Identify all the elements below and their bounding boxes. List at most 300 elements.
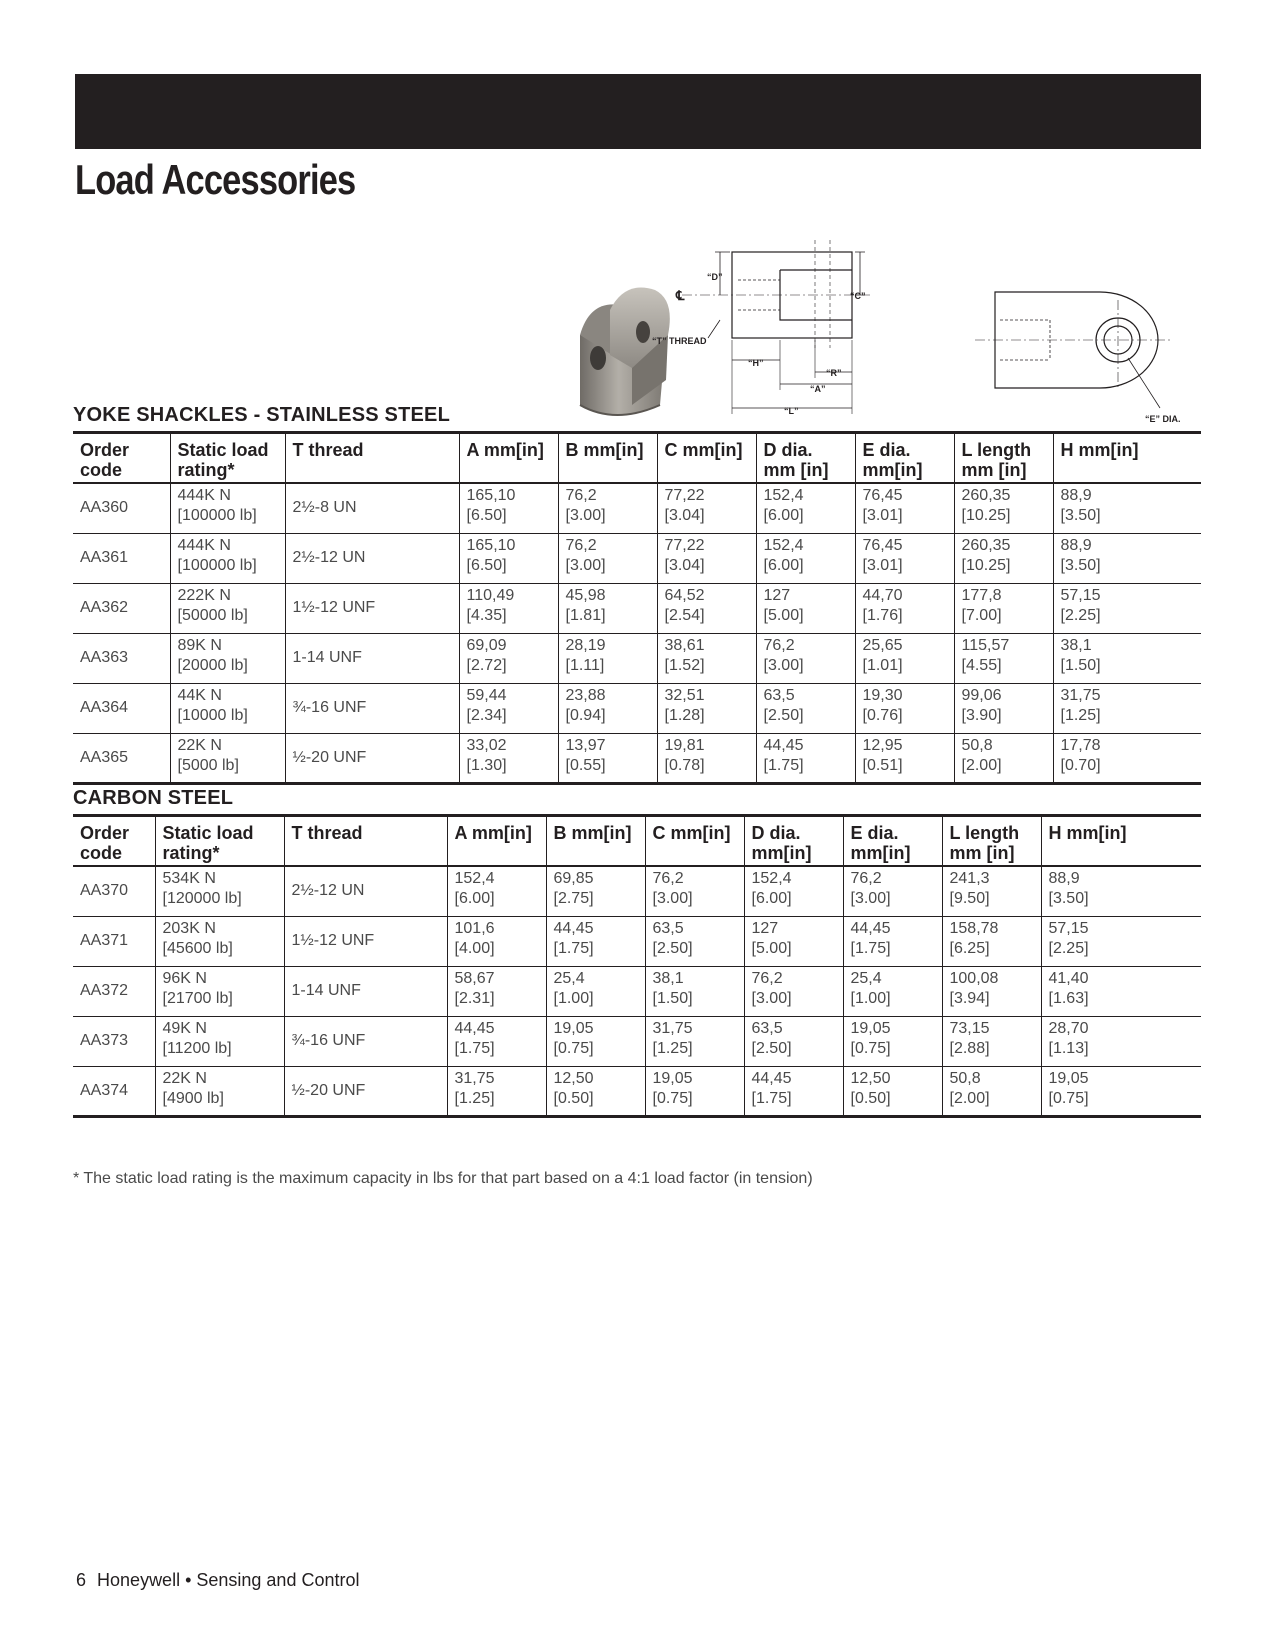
dimension-d-line: 44,45	[751, 1069, 792, 1087]
dimension-b-cell	[558, 683, 657, 733]
dimension-a-line: 31,75	[454, 1069, 495, 1087]
dimension-a-line: 110,49	[466, 586, 515, 604]
dimension-c-cell	[657, 683, 756, 733]
dimension-h-line: 28,70	[1048, 1019, 1089, 1037]
dimension-c-line: 38,1	[652, 969, 684, 987]
dimension-c-line: 32,51	[664, 686, 705, 704]
dimension-b-cell	[558, 533, 657, 583]
dimension-d-cell	[744, 916, 843, 966]
dimension-a-line: [6.00]	[454, 890, 495, 907]
end-view-drawing	[975, 292, 1170, 408]
dimension-d-cell	[756, 683, 855, 733]
load-rating-cell	[170, 583, 285, 633]
load-rating-line: [45600 lb]	[162, 939, 233, 957]
dimension-c-line: [1.50]	[652, 989, 693, 1007]
dimension-c-line: 76,2	[652, 870, 684, 887]
column-header	[284, 816, 447, 867]
dimension-e-cell	[843, 866, 942, 916]
load-rating-cell	[170, 483, 285, 533]
load-rating-line: [100000 lb]	[177, 556, 257, 574]
dimension-d-line: 76,2	[763, 636, 795, 654]
dimension-d-line: 127	[763, 586, 791, 604]
dimension-c-cell	[645, 916, 744, 966]
load-rating-cell	[170, 533, 285, 583]
load-rating-cell	[170, 683, 285, 733]
column-header-line: T thread	[291, 823, 363, 843]
dimension-e-cell	[855, 533, 954, 583]
dimension-l-line: 50,8	[961, 736, 993, 754]
dimension-e-cell	[855, 483, 954, 533]
column-header	[546, 816, 645, 867]
column-header	[285, 433, 459, 484]
thread-cell: 1½-12 UNF	[285, 583, 459, 633]
dimension-b-cell	[558, 733, 657, 783]
dimension-d-line: [1.75]	[751, 1089, 792, 1107]
dimension-d-cell	[744, 1016, 843, 1066]
dimension-c-cell	[657, 483, 756, 533]
yoke-table-title: YOKE SHACKLES - STAINLESS STEEL	[73, 404, 450, 426]
dimension-b-cell	[558, 483, 657, 533]
dimension-a-cell	[459, 733, 558, 783]
dimension-a-cell	[447, 1016, 546, 1066]
dimension-b-line: [1.81]	[565, 606, 606, 624]
footer-text: Honeywell • Sensing and Control	[97, 1570, 360, 1590]
load-rating-line: [11200 lb]	[162, 1039, 232, 1057]
dimension-a-line: [1.75]	[454, 1039, 495, 1057]
column-header-line: E dia.	[850, 823, 899, 843]
dimension-b-line: 23,88	[565, 686, 606, 704]
dimension-c-cell	[657, 583, 756, 633]
dimension-h-cell	[1053, 583, 1201, 633]
table-row	[73, 1066, 1201, 1116]
column-header-line: code	[80, 843, 123, 863]
order-code-cell: AA371	[73, 916, 155, 966]
column-header-line: H mm[in]	[1060, 440, 1139, 460]
dimension-b-line: [0.94]	[565, 706, 606, 724]
column-header-line: mm [in]	[949, 843, 1015, 863]
dimension-e-cell	[855, 733, 954, 783]
dimension-l-line: 100,08	[949, 969, 999, 987]
dimension-d-line: [2.50]	[763, 706, 804, 724]
column-header-line: B mm[in]	[553, 823, 632, 843]
dimension-l-line: 241,3	[949, 870, 990, 887]
column-header-line: L length	[961, 440, 1032, 460]
dimension-c-line: [3.04]	[664, 556, 705, 574]
dimension-a-line: [2.34]	[466, 706, 507, 724]
column-header	[657, 433, 756, 484]
dimension-d-cell	[756, 733, 855, 783]
dimension-e-line: [1.76]	[862, 606, 903, 624]
column-header	[954, 433, 1053, 484]
dimension-e-line: 25,65	[862, 636, 903, 654]
dimension-d-cell	[756, 533, 855, 583]
load-rating-line: [20000 lb]	[177, 656, 248, 674]
table-row	[73, 733, 1201, 783]
dimension-e-line: 44,45	[850, 919, 891, 937]
dimension-c-cell	[657, 533, 756, 583]
dimension-h-cell	[1041, 866, 1201, 916]
load-rating-line: [4900 lb]	[162, 1089, 224, 1107]
dimension-h-line: [0.70]	[1060, 756, 1101, 774]
label-h: “H”	[748, 358, 764, 368]
dimension-e-line: [0.51]	[862, 756, 903, 774]
dimension-b-cell	[546, 916, 645, 966]
column-header-line: rating*	[177, 460, 235, 480]
dimension-e-line: 76,45	[862, 536, 903, 554]
load-rating-cell	[155, 1016, 284, 1066]
load-rating-line: 44K N	[177, 686, 222, 704]
dimension-e-line: [1.01]	[862, 656, 903, 674]
dimension-h-line: 88,9	[1048, 870, 1080, 887]
table-row	[73, 683, 1201, 733]
column-header-line: H mm[in]	[1048, 823, 1127, 843]
dimension-e-line: [3.00]	[850, 890, 891, 907]
dimension-h-line: [1.50]	[1060, 656, 1101, 674]
dimension-c-line: 63,5	[652, 919, 684, 937]
dimension-b-cell	[558, 583, 657, 633]
dimension-e-line: [0.75]	[850, 1039, 891, 1057]
table-row	[73, 633, 1201, 683]
load-rating-line: 534K N	[162, 870, 216, 887]
dimension-e-cell	[843, 966, 942, 1016]
dimension-l-line: [2.00]	[961, 756, 1002, 774]
dimension-c-line: 19,81	[664, 736, 705, 754]
carbon-steel-table	[73, 814, 1201, 1118]
dimension-d-line: [6.00]	[763, 507, 804, 524]
dimension-c-cell	[645, 966, 744, 1016]
dimension-a-line: 165,10	[466, 536, 516, 554]
column-header	[1053, 433, 1201, 484]
thread-cell: 1-14 UNF	[284, 966, 447, 1016]
order-code-cell: AA374	[73, 1066, 155, 1116]
column-header	[155, 816, 284, 867]
dimension-h-line: [3.50]	[1060, 556, 1101, 574]
dimension-a-cell	[447, 866, 546, 916]
load-rating-line: 203K N	[162, 919, 216, 937]
dimension-h-line: [0.75]	[1048, 1089, 1089, 1107]
dimension-h-cell	[1053, 683, 1201, 733]
column-header	[73, 433, 170, 484]
load-rating-cell	[155, 866, 284, 916]
column-header-line: Order	[80, 823, 130, 843]
dimension-d-line: 152,4	[751, 870, 792, 887]
dimension-c-line: 77,22	[664, 487, 705, 504]
dimension-c-line: [2.50]	[652, 939, 693, 957]
dimension-d-line: 44,45	[763, 736, 804, 754]
dimension-l-line: [7.00]	[961, 606, 1002, 624]
dimension-a-line: [6.50]	[466, 507, 507, 524]
column-header	[1041, 816, 1201, 867]
dimension-a-line: [2.72]	[466, 656, 507, 674]
dimension-a-cell	[459, 583, 558, 633]
dimension-l-line: 260,35	[961, 536, 1011, 554]
dimension-h-cell	[1041, 916, 1201, 966]
dimension-a-line: 152,4	[454, 870, 495, 887]
footnote: * The static load rating is the maximum capacity in lbs for that part based on a 4:1 load factor (in tension)	[73, 1170, 813, 1187]
dimension-h-line: [1.63]	[1048, 989, 1089, 1007]
column-header	[170, 433, 285, 484]
order-code-cell: AA372	[73, 966, 155, 1016]
column-header-line: Static load	[177, 440, 269, 460]
dimension-a-line: 69,09	[466, 636, 507, 654]
dimension-l-cell	[954, 533, 1053, 583]
dimension-e-line: [3.01]	[862, 556, 903, 574]
dimension-b-line: [3.00]	[565, 556, 606, 574]
column-header-line: rating*	[162, 843, 220, 863]
thread-cell: 2½-8 UN	[285, 483, 459, 533]
dimension-l-line: 50,8	[949, 1069, 981, 1087]
label-a: “A”	[810, 384, 826, 394]
column-header	[744, 816, 843, 867]
dimension-h-line: [1.13]	[1048, 1039, 1089, 1057]
dimension-c-line: [1.52]	[664, 656, 705, 674]
column-header	[459, 433, 558, 484]
column-header-line: A mm[in]	[454, 823, 532, 843]
order-code-cell: AA364	[73, 683, 170, 733]
column-header-line: mm[in]	[751, 843, 812, 863]
dimension-e-line: 76,45	[862, 487, 903, 504]
column-header	[843, 816, 942, 867]
thread-cell: ½-20 UNF	[285, 733, 459, 783]
page-number: 6	[76, 1570, 87, 1590]
load-rating-line: 89K N	[177, 636, 222, 654]
dimension-h-line: 38,1	[1060, 636, 1092, 654]
dimension-b-line: 76,2	[565, 487, 597, 504]
column-header-line: mm[in]	[862, 460, 923, 480]
load-rating-line: 96K N	[162, 969, 207, 987]
dimension-h-cell	[1053, 533, 1201, 583]
column-header-line: T thread	[292, 440, 364, 460]
dimension-h-line: 41,40	[1048, 969, 1089, 987]
dimension-c-line: 38,61	[664, 636, 705, 654]
dimension-d-line: 152,4	[763, 536, 804, 554]
dimension-a-line: 165,10	[466, 487, 516, 504]
dimension-d-line: 63,5	[751, 1019, 783, 1037]
thread-cell: ¾-16 UNF	[284, 1016, 447, 1066]
dimension-d-line: [2.50]	[751, 1039, 792, 1057]
column-header-line: A mm[in]	[466, 440, 544, 460]
yoke-shackle-figures	[570, 240, 1210, 440]
page-title: Load Accessories	[75, 156, 356, 203]
dimension-b-line: [0.50]	[553, 1089, 594, 1107]
load-rating-line: [50000 lb]	[177, 606, 248, 624]
table-row	[73, 866, 1201, 916]
dimension-h-line: [3.50]	[1060, 507, 1101, 524]
dimension-e-line: [1.00]	[850, 989, 891, 1007]
load-rating-line: 444K N	[177, 536, 231, 554]
dimension-d-cell	[756, 483, 855, 533]
load-rating-cell	[155, 966, 284, 1016]
dimension-l-line: [2.00]	[949, 1089, 990, 1107]
dimension-e-line: 19,05	[850, 1019, 891, 1037]
dimension-d-cell	[756, 633, 855, 683]
label-l: “L”	[784, 406, 799, 416]
label-r: “R”	[826, 368, 842, 378]
dimension-d-line: 152,4	[763, 487, 804, 504]
order-code-cell: AA365	[73, 733, 170, 783]
load-rating-line: 22K N	[177, 736, 222, 754]
dimension-c-cell	[645, 866, 744, 916]
dimension-e-line: 19,30	[862, 686, 903, 704]
dimension-e-line: 25,4	[850, 969, 882, 987]
dimension-c-line: 19,05	[652, 1069, 693, 1087]
column-header	[558, 433, 657, 484]
table-row	[73, 966, 1201, 1016]
dimension-h-line: 31,75	[1060, 686, 1101, 704]
load-rating-cell	[155, 916, 284, 966]
dimension-e-cell	[855, 583, 954, 633]
dimension-d-line: [1.75]	[763, 756, 804, 774]
dimension-h-line: [2.25]	[1048, 939, 1089, 957]
dimension-c-line: [0.78]	[664, 756, 705, 774]
dimension-c-line: [3.04]	[664, 507, 705, 524]
dimension-a-cell	[459, 483, 558, 533]
dimension-l-line: [10.25]	[961, 507, 1011, 524]
dimension-l-cell	[954, 483, 1053, 533]
column-header	[942, 816, 1041, 867]
dimension-e-line: [1.75]	[850, 939, 891, 957]
dimension-b-line: [1.11]	[565, 656, 605, 674]
load-rating-line: [21700 lb]	[162, 989, 233, 1007]
thread-cell: ½-20 UNF	[284, 1066, 447, 1116]
dimension-a-cell	[447, 966, 546, 1016]
dimension-a-line: 59,44	[466, 686, 507, 704]
thread-cell: 1-14 UNF	[285, 633, 459, 683]
column-header-line: C mm[in]	[652, 823, 731, 843]
order-code-cell: AA362	[73, 583, 170, 633]
dimension-b-line: 44,45	[553, 919, 594, 937]
dimension-b-line: 19,05	[553, 1019, 594, 1037]
dimension-b-line: 25,4	[553, 969, 585, 987]
dimension-d-cell	[756, 583, 855, 633]
table-row	[73, 483, 1201, 533]
label-centerline: ℄	[676, 288, 685, 303]
dimension-b-cell	[558, 633, 657, 683]
dimension-c-cell	[657, 633, 756, 683]
dimension-a-cell	[459, 633, 558, 683]
dimension-h-cell	[1053, 633, 1201, 683]
dimension-l-cell	[954, 733, 1053, 783]
column-header-line: code	[80, 460, 123, 480]
dimension-d-line: [5.00]	[763, 606, 804, 624]
dimension-h-cell	[1053, 733, 1201, 783]
label-d: “D”	[707, 272, 723, 282]
dimension-l-line: [10.25]	[961, 556, 1011, 574]
order-code-cell: AA360	[73, 483, 170, 533]
dimension-b-line: 28,19	[565, 636, 606, 654]
dimension-c-cell	[645, 1016, 744, 1066]
dimension-e-cell	[855, 633, 954, 683]
dimension-b-line: 45,98	[565, 586, 606, 604]
dimension-h-line: 57,15	[1048, 919, 1089, 937]
dimension-h-line: 88,9	[1060, 487, 1092, 504]
dimension-e-line: 12,50	[850, 1069, 891, 1087]
dimension-h-cell	[1041, 966, 1201, 1016]
dimension-a-line: 101,6	[454, 919, 495, 937]
dimension-a-line: 33,02	[466, 736, 507, 754]
dimension-d-line: 127	[751, 919, 779, 937]
dimension-l-line: 99,06	[961, 686, 1002, 704]
load-rating-line: [120000 lb]	[162, 890, 242, 907]
dimension-h-cell	[1041, 1066, 1201, 1116]
dimension-l-cell	[954, 683, 1053, 733]
dimension-e-line: 12,95	[862, 736, 903, 754]
dimension-e-cell	[843, 1066, 942, 1116]
dimension-e-line: 44,70	[862, 586, 903, 604]
dimension-d-line: [3.00]	[763, 656, 804, 674]
column-header-line: mm [in]	[961, 460, 1027, 480]
column-header-line: D dia.	[763, 440, 813, 460]
table-row	[73, 533, 1201, 583]
column-header-line: mm [in]	[763, 460, 829, 480]
dimension-e-cell	[855, 683, 954, 733]
dimension-a-line: 44,45	[454, 1019, 495, 1037]
order-code-cell: AA361	[73, 533, 170, 583]
dimension-c-line: 31,75	[652, 1019, 693, 1037]
column-header	[855, 433, 954, 484]
order-code-cell: AA370	[73, 866, 155, 916]
dimension-d-line: [6.00]	[763, 556, 804, 574]
dimension-h-line: 57,15	[1060, 586, 1101, 604]
dimension-c-line: 77,22	[664, 536, 705, 554]
dimension-a-line: [1.30]	[466, 756, 507, 774]
dimension-l-line: 73,15	[949, 1019, 990, 1037]
column-header-line: C mm[in]	[664, 440, 743, 460]
dimension-e-line: [0.76]	[862, 706, 903, 724]
dimension-l-line: 158,78	[949, 919, 999, 937]
label-e-dia: “E” DIA.	[1145, 414, 1181, 424]
side-view-drawing	[682, 240, 870, 414]
dimension-a-line: [6.50]	[466, 556, 507, 574]
dimension-a-line: [4.35]	[466, 606, 507, 624]
thread-cell: 2½-12 UN	[285, 533, 459, 583]
load-rating-line: 222K N	[177, 586, 231, 604]
column-header-line: L length	[949, 823, 1020, 843]
dimension-b-line: [3.00]	[565, 507, 606, 524]
dimension-c-line: [3.00]	[652, 890, 693, 907]
dimension-h-cell	[1041, 1016, 1201, 1066]
dimension-d-line: [6.00]	[751, 890, 792, 907]
dimension-l-line: 260,35	[961, 487, 1011, 504]
table-header-row	[73, 433, 1201, 484]
column-header-line: E dia.	[862, 440, 911, 460]
dimension-a-line: 58,67	[454, 969, 495, 987]
dimension-l-cell	[942, 866, 1041, 916]
dimension-b-line: 13,97	[565, 736, 606, 754]
table-row	[73, 916, 1201, 966]
dimension-b-line: [2.75]	[553, 890, 594, 907]
dimension-e-line: [0.50]	[850, 1089, 891, 1107]
order-code-cell: AA373	[73, 1016, 155, 1066]
dimension-l-cell	[954, 583, 1053, 633]
column-header-line: mm[in]	[850, 843, 911, 863]
dimension-a-line: [2.31]	[454, 989, 495, 1007]
load-rating-cell	[170, 633, 285, 683]
dimension-c-cell	[657, 733, 756, 783]
load-rating-line: 22K N	[162, 1069, 207, 1087]
dimension-b-line: [1.75]	[553, 939, 594, 957]
dimension-d-line: [3.00]	[751, 989, 792, 1007]
dimension-a-cell	[447, 1066, 546, 1116]
table-header-row	[73, 816, 1201, 867]
dimension-a-cell	[459, 533, 558, 583]
dimension-l-cell	[942, 916, 1041, 966]
label-t-thread: “T” THREAD	[652, 336, 707, 346]
dimension-a-cell	[447, 916, 546, 966]
dimension-d-line: [5.00]	[751, 939, 792, 957]
column-header-line: Static load	[162, 823, 254, 843]
load-rating-cell	[155, 1066, 284, 1116]
